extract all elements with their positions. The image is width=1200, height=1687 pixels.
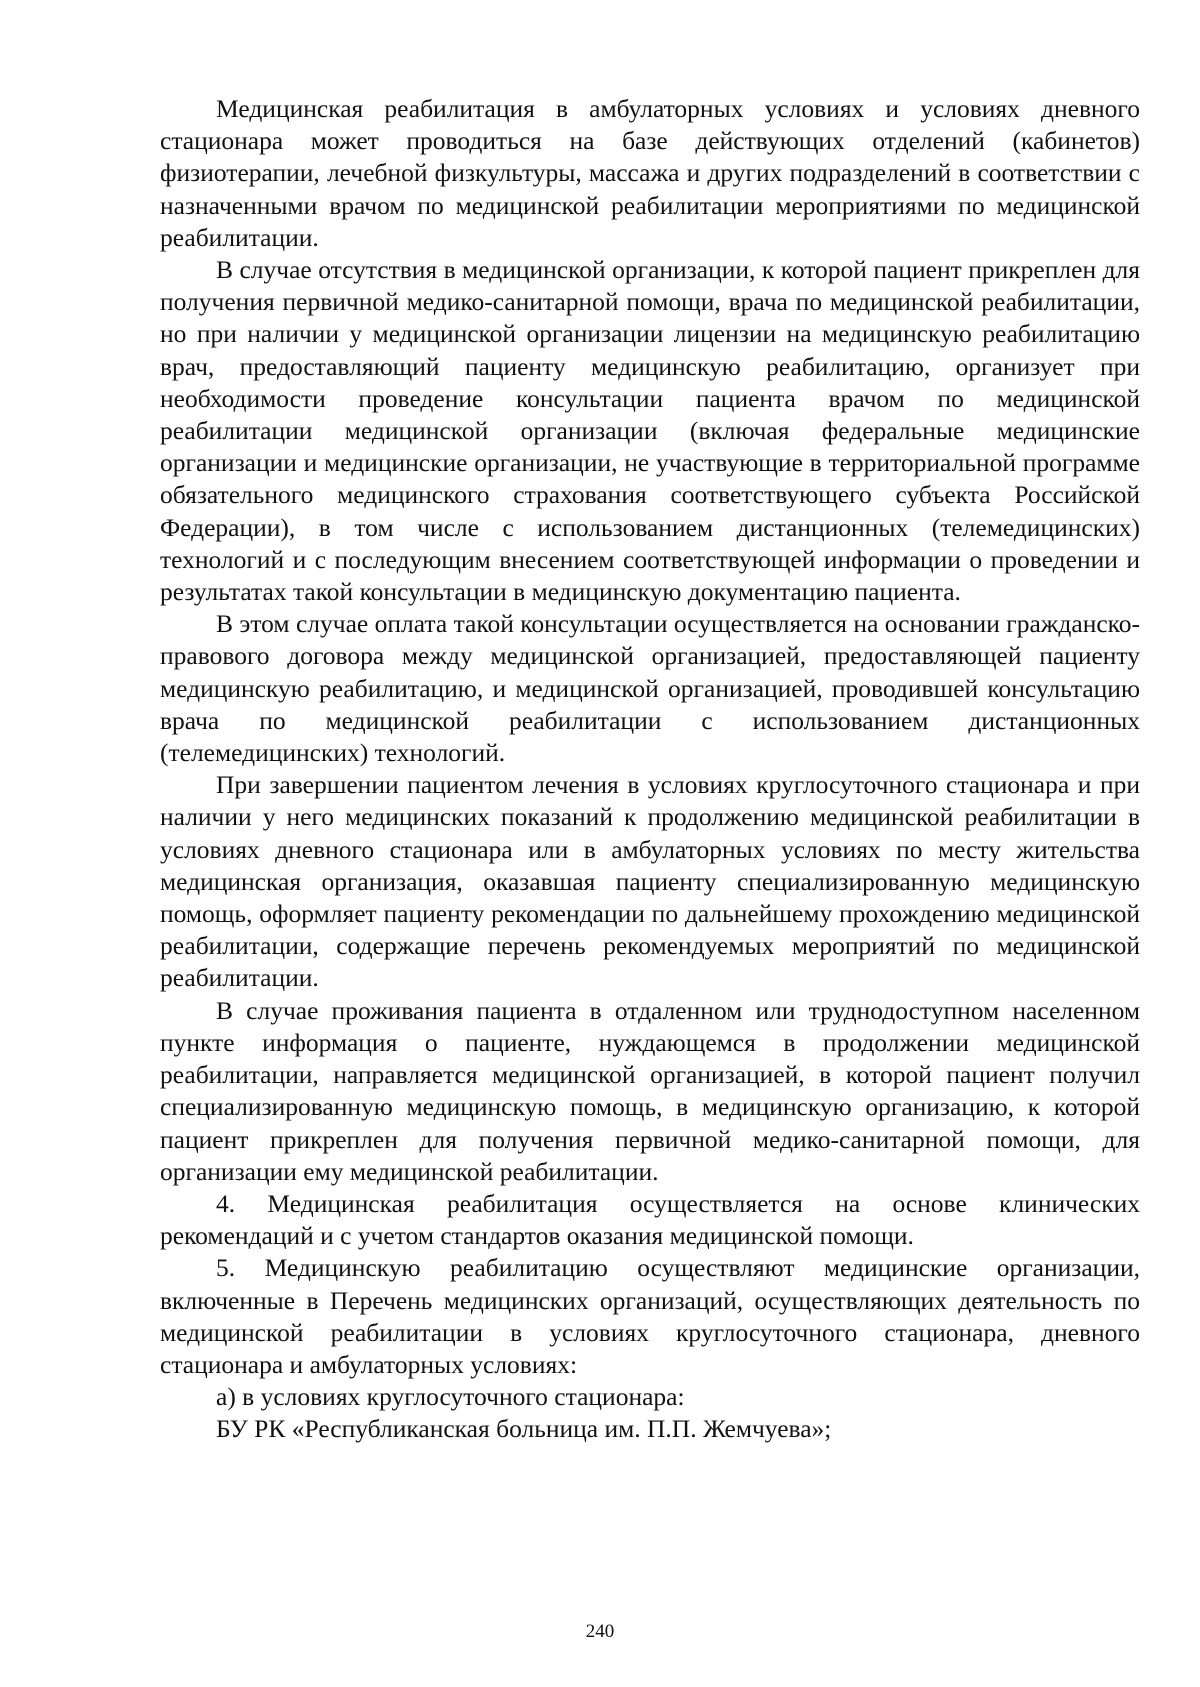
paragraph-subitem-a: а) в условиях круглосуточного стационара: [216,1382,685,1412]
paragraph-treatment-completion: При завершении пациентом лечения в условиях круглосуточного стационара и при наличии у него медицинских показаний к продолжению медицинской реабилитации в условиях дневного стационара или в амбулаторных условиях по месту жительства медицинская организация, оказавшая пациенту специализированную медицинскую помощь, оформляет пациенту рекомендации по дальнейшему прохождению медицинской реабилитации, содержащие перечень рекомендуемых мероприятий по медицинской реабилитации. [160,770,1140,993]
paragraph-item-4: 4. Медицинская реабилитация осуществляется на основе клинических рекомендаций и с учетом стандартов оказания медицинской помощи. [160,1188,1140,1251]
paragraph-hospital-name: БУ РК «Республиканская больница им. П.П. Жемчуева»; [216,1414,832,1444]
paragraph-remote-residence: В случае проживания пациента в отдаленном или труднодоступном населенном пункте информация о пациенте, нуждающемся в продолжении медицинской реабилитации, направляется медицинской организацией, в которой пациент получил специализированную медицинскую помощь, в медицинскую организацию, к которой пациент прикреплен для получения первичной медико-санитарной помощи, для организации ему медицинской реабилитации. [160,995,1140,1186]
document-body [160,93,1140,1446]
paragraph-consultation-payment: В этом случае оплата такой консультации осуществляется на основании гражданско-правового договора между медицинской организацией, предоставляющей пациенту медицинскую реабилитацию, и медицинской организацией, проводившей консультацию врача по медицинской реабилитации с использованием дистанционных (телемедицинских) технологий. [160,609,1140,768]
page-number: 240 [585,1621,615,1642]
paragraph-outpatient-rehab: Медицинская реабилитация в амбулаторных условиях и условиях дневного стационара может проводиться на базе действующих отделений (кабинетов) физиотерапии, лечебной физкультуры, массажа и других подразделений в соответствии с назначенными врачом по медицинской реабилитации мероприятиями по медицинской реабилитации. [160,94,1140,252]
paragraph-absence-of-doctor: В случае отсутствия в медицинской организации, к которой пациент прикреплен для получения первичной медико-санитарной помощи, врача по медицинской реабилитации, но при наличии у медицинской организации лицензии на медицинскую реабилитацию врач, предоставляющий пациенту медицинскую реабилитацию, организует при необходимости проведение консультации пациента врачом по медицинской реабилитации медицинской организации (включая федеральные медицинские организации и медицинские организации, не участвующие в территориальной программе обязательного медицинского страхования соответствующего субъекта Российской Федерации), в том числе с использованием дистанционных (телемедицинских) технологий и с последующим внесением соответствующей информации о проведении и результатах такой консультации в медицинскую документацию пациента. [160,255,1140,607]
paragraph-item-5: 5. Медицинскую реабилитацию осуществляют медицинские организации, включенные в Перечень медицинских организаций, осуществляющих деятельность по медицинской реабилитации в условиях круглосуточного стационара, дневного стационара и амбулаторных условиях: [160,1253,1140,1379]
